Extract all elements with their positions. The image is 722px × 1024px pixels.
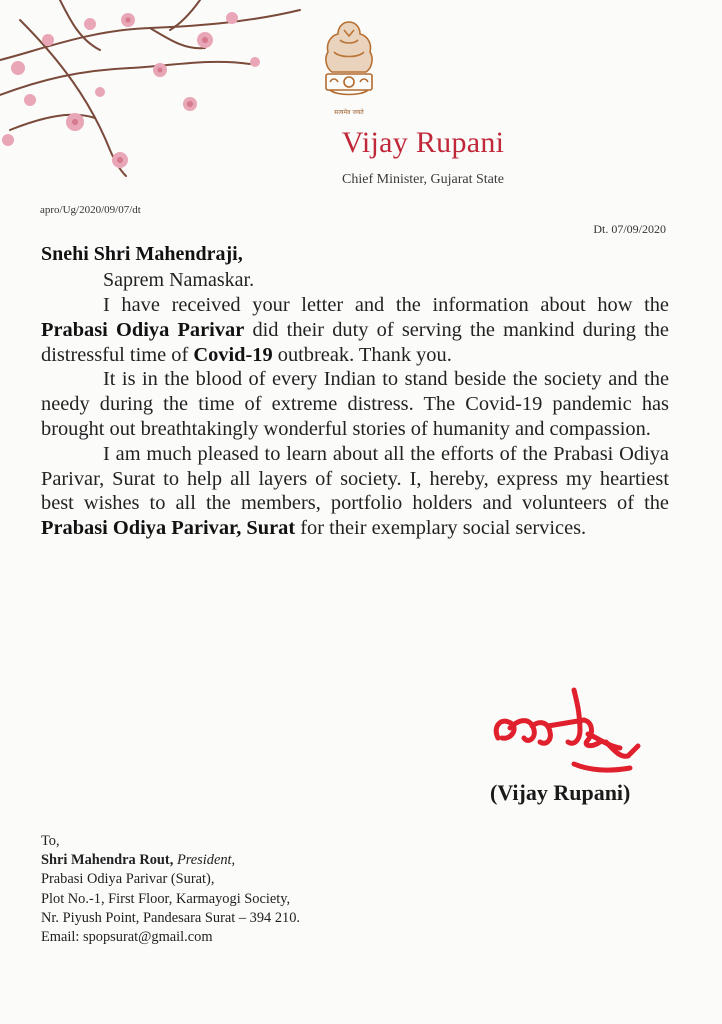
signatory-name: (Vijay Rupani): [490, 780, 631, 805]
p1-covid: Covid-19: [193, 343, 273, 366]
address-line-1: Prabasi Odiya Parivar (Surat),: [41, 871, 215, 888]
greeting: Saprem Namaskar.: [103, 269, 255, 291]
paragraph-2: It is in the blood of every Indian to stand beside the society and the needy during the time of extreme distress. The Covid-19 pandemic has brought out breathtakingly wonderful stories of humanity and compassion.: [41, 368, 669, 440]
recipient-role: President,: [176, 852, 236, 869]
p1-org-name: Prabasi Odiya Parivar: [41, 318, 245, 341]
letter-date: Dt. 07/09/2020: [593, 222, 666, 236]
address-email: Email: spopsurat@gmail.com: [41, 929, 213, 946]
emblem-motto: सत्यमेव जयते: [334, 109, 364, 116]
letterhead-title: Chief Minister, Gujarat State: [342, 172, 504, 187]
paragraph-3: [41, 442, 669, 541]
paragraph-1: [41, 293, 669, 367]
p3-org-name: Prabasi Odiya Parivar, Surat: [41, 517, 296, 540]
address-line-3: Nr. Piyush Point, Pandesara Surat – 394 210.: [41, 909, 301, 926]
recipient-name: Shri Mahendra Rout,: [41, 852, 174, 869]
national-emblem-icon: [316, 16, 382, 122]
recipient-address: [41, 832, 300, 947]
letter-body: [41, 293, 669, 541]
salutation: Snehi Shri Mahendraji,: [41, 243, 243, 265]
reference-number: apro/Ug/2020/09/07/dt: [40, 204, 141, 216]
address-recipient: [41, 851, 300, 870]
p1-text-a: I have received your letter and the information about how the: [103, 294, 669, 316]
handwritten-signature: [488, 686, 648, 790]
p3-text-a: I am much pleased to learn about all the efforts of the Prabasi Odiya Parivar, Surat to help all layers of society. I, hereby, express my heartiest best wishes to all the members, portfolio holders and volunteers of the: [41, 442, 669, 515]
address-line-2: Plot No.-1, First Floor, Karmayogi Society,: [41, 890, 291, 907]
p1-text-e: outbreak. Thank you.: [272, 343, 452, 366]
letterhead-name: Vijay Rupani: [341, 126, 505, 159]
p1-text-c: did their duty of serving the mankind during the distressful time of: [41, 318, 669, 366]
p3-text-c: for their exemplary social services.: [295, 517, 587, 540]
cherry-blossom-decoration: [0, 0, 320, 200]
address-to: To,: [41, 833, 60, 849]
